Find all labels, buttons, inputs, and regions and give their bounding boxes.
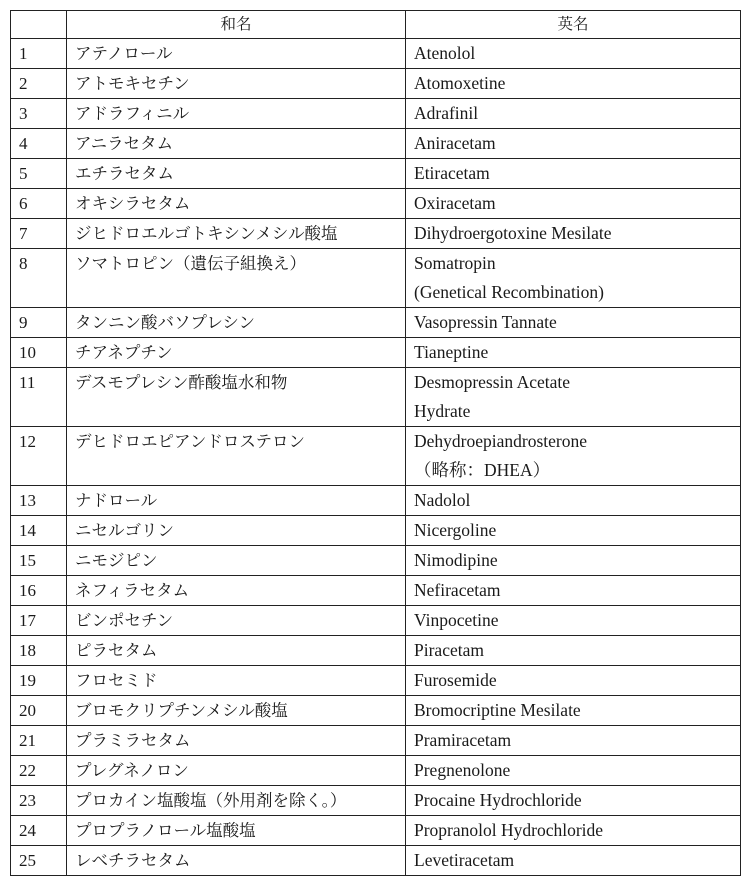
english-name-line: Desmopressin Acetate <box>414 372 570 392</box>
table-header-row <box>11 11 741 39</box>
english-name-cell <box>406 756 741 786</box>
row-number: 3 <box>11 99 67 129</box>
row-number: 16 <box>11 576 67 606</box>
english-name-cell <box>406 546 741 576</box>
table-row <box>11 726 741 756</box>
japanese-name-cell: ナドロール <box>67 486 406 516</box>
english-name-line: Oxiracetam <box>414 193 496 213</box>
english-name-line: （略称：DHEA） <box>414 460 551 480</box>
english-name-cell <box>406 69 741 99</box>
table-row <box>11 427 741 486</box>
table-row <box>11 666 741 696</box>
row-number: 22 <box>11 756 67 786</box>
english-name-cell <box>406 636 741 666</box>
table-row <box>11 99 741 129</box>
english-name-line: Somatropin <box>414 253 496 273</box>
english-name-cell <box>406 249 741 308</box>
english-name-line: Procaine Hydrochloride <box>414 790 582 810</box>
english-name-line: Vinpocetine <box>414 610 499 630</box>
table-row <box>11 308 741 338</box>
row-number: 9 <box>11 308 67 338</box>
japanese-name-cell: ネフィラセタム <box>67 576 406 606</box>
table-row <box>11 249 741 308</box>
english-name-line: Bromocriptine Mesilate <box>414 700 581 720</box>
english-name-cell <box>406 486 741 516</box>
english-name-cell <box>406 816 741 846</box>
english-name-cell <box>406 427 741 486</box>
japanese-name-cell: アニラセタム <box>67 129 406 159</box>
japanese-name-cell: エチラセタム <box>67 159 406 189</box>
english-name-cell <box>406 189 741 219</box>
table-row <box>11 219 741 249</box>
row-number: 2 <box>11 69 67 99</box>
table-row <box>11 576 741 606</box>
japanese-name-cell: プレグネノロン <box>67 756 406 786</box>
row-number: 25 <box>11 846 67 876</box>
header-number <box>11 11 67 39</box>
row-number: 11 <box>11 368 67 427</box>
drug-name-table <box>10 10 741 876</box>
english-name-cell <box>406 666 741 696</box>
japanese-name-cell: プロプラノロール塩酸塩 <box>67 816 406 846</box>
english-name-line: Furosemide <box>414 670 497 690</box>
english-name-cell <box>406 726 741 756</box>
english-name-line: Aniracetam <box>414 133 496 153</box>
japanese-name-cell: レベチラセタム <box>67 846 406 876</box>
table-row <box>11 338 741 368</box>
japanese-name-cell: チアネプチン <box>67 338 406 368</box>
row-number: 7 <box>11 219 67 249</box>
japanese-name-cell: プラミラセタム <box>67 726 406 756</box>
row-number: 10 <box>11 338 67 368</box>
english-name-line: Propranolol Hydrochloride <box>414 820 604 840</box>
japanese-name-cell: ニモジピン <box>67 546 406 576</box>
row-number: 23 <box>11 786 67 816</box>
japanese-name-cell: デヒドロエピアンドロステロン <box>67 427 406 486</box>
header-english-name: 英名 <box>406 11 741 39</box>
english-name-line: Etiracetam <box>414 163 490 183</box>
english-name-line: Hydrate <box>414 401 471 421</box>
table-row <box>11 69 741 99</box>
table-row <box>11 129 741 159</box>
english-name-cell <box>406 219 741 249</box>
japanese-name-cell: プロカイン塩酸塩（外用剤を除く。） <box>67 786 406 816</box>
english-name-line: Tianeptine <box>414 342 489 362</box>
row-number: 15 <box>11 546 67 576</box>
table-row <box>11 39 741 69</box>
row-number: 18 <box>11 636 67 666</box>
english-name-line: Nadolol <box>414 490 471 510</box>
row-number: 6 <box>11 189 67 219</box>
english-name-line: Atenolol <box>414 43 476 63</box>
english-name-line: Adrafinil <box>414 103 479 123</box>
table-row <box>11 756 741 786</box>
japanese-name-cell: ニセルゴリン <box>67 516 406 546</box>
row-number: 13 <box>11 486 67 516</box>
table-body <box>11 39 741 876</box>
english-name-cell <box>406 308 741 338</box>
english-name-cell <box>406 606 741 636</box>
english-name-line: Dihydroergotoxine Mesilate <box>414 223 612 243</box>
japanese-name-cell: ピラセタム <box>67 636 406 666</box>
japanese-name-cell: オキシラセタム <box>67 189 406 219</box>
japanese-name-cell: フロセミド <box>67 666 406 696</box>
table-row <box>11 516 741 546</box>
drug-name-table-container <box>10 10 740 876</box>
english-name-line: Vasopressin Tannate <box>414 312 557 332</box>
table-row <box>11 816 741 846</box>
english-name-line: Levetiracetam <box>414 850 515 870</box>
english-name-line: (Genetical Recombination) <box>414 282 604 302</box>
english-name-cell <box>406 129 741 159</box>
row-number: 1 <box>11 39 67 69</box>
table-row <box>11 546 741 576</box>
japanese-name-cell: ブロモクリプチンメシル酸塩 <box>67 696 406 726</box>
table-row <box>11 696 741 726</box>
table-row <box>11 368 741 427</box>
english-name-line: Nefiracetam <box>414 580 501 600</box>
english-name-line: Dehydroepiandrosterone <box>414 431 587 451</box>
english-name-cell <box>406 39 741 69</box>
english-name-cell <box>406 159 741 189</box>
english-name-line: Nimodipine <box>414 550 498 570</box>
english-name-cell <box>406 516 741 546</box>
row-number: 12 <box>11 427 67 486</box>
english-name-line: Atomoxetine <box>414 73 506 93</box>
english-name-cell <box>406 696 741 726</box>
english-name-line: Piracetam <box>414 640 484 660</box>
english-name-line: Nicergoline <box>414 520 497 540</box>
table-row <box>11 159 741 189</box>
english-name-line: Pregnenolone <box>414 760 511 780</box>
japanese-name-cell: ビンポセチン <box>67 606 406 636</box>
row-number: 8 <box>11 249 67 308</box>
english-name-cell <box>406 786 741 816</box>
japanese-name-cell: アドラフィニル <box>67 99 406 129</box>
row-number: 14 <box>11 516 67 546</box>
english-name-cell <box>406 368 741 427</box>
table-row <box>11 486 741 516</box>
english-name-cell <box>406 99 741 129</box>
english-name-cell <box>406 338 741 368</box>
header-japanese-name: 和名 <box>67 11 406 39</box>
japanese-name-cell: ジヒドロエルゴトキシンメシル酸塩 <box>67 219 406 249</box>
table-row <box>11 606 741 636</box>
table-row <box>11 636 741 666</box>
japanese-name-cell: デスモプレシン酢酸塩水和物 <box>67 368 406 427</box>
japanese-name-cell: ソマトロピン（遺伝子組換え） <box>67 249 406 308</box>
row-number: 5 <box>11 159 67 189</box>
japanese-name-cell: アトモキセチン <box>67 69 406 99</box>
table-row <box>11 189 741 219</box>
row-number: 17 <box>11 606 67 636</box>
japanese-name-cell: タンニン酸バソプレシン <box>67 308 406 338</box>
row-number: 19 <box>11 666 67 696</box>
row-number: 4 <box>11 129 67 159</box>
english-name-cell <box>406 576 741 606</box>
table-row <box>11 786 741 816</box>
japanese-name-cell: アテノロール <box>67 39 406 69</box>
english-name-line: Pramiracetam <box>414 730 512 750</box>
row-number: 21 <box>11 726 67 756</box>
row-number: 24 <box>11 816 67 846</box>
row-number: 20 <box>11 696 67 726</box>
